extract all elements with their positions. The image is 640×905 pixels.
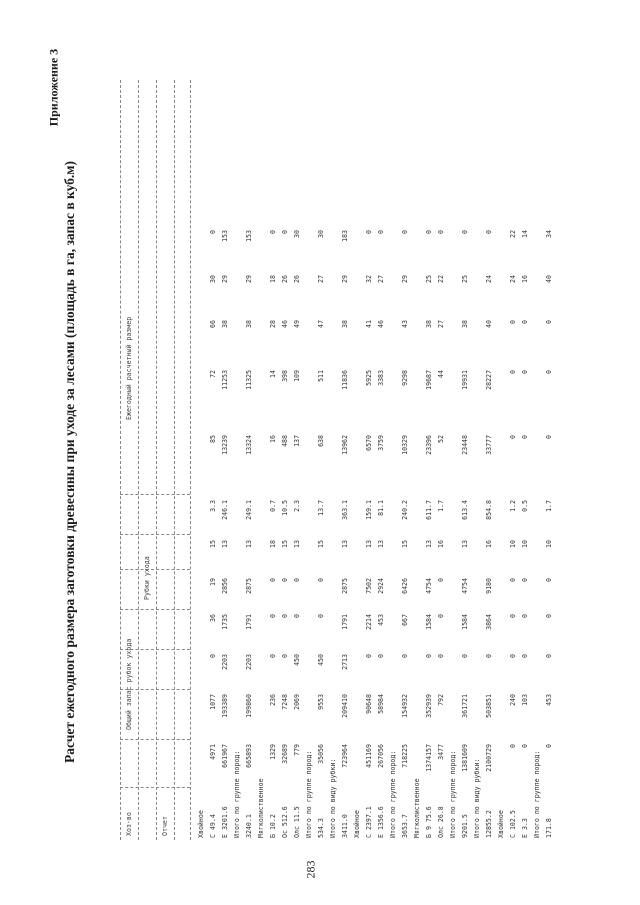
table-cell: 41 [365,320,373,328]
table-cell: 47 [317,320,325,328]
table-cell: 240 [509,694,517,706]
table-cell: 14 [521,230,529,238]
table-cell: 15 [209,540,217,548]
table-cell: 0 [509,744,517,748]
row-label: Хвойное [197,810,205,838]
table-cell: 3864 [485,614,493,630]
table-cell: 1374157 [425,744,433,772]
row-label: С 2397.1 [365,806,373,838]
table-cell: 2856 [221,578,229,594]
table-cell: 0.5 [521,500,529,512]
table-row [510,80,522,840]
table-cell: 24 [509,275,517,283]
table-cell: 9180 [485,578,493,594]
table-cell: 11836 [341,370,349,390]
row-label: Хвойное [353,810,361,838]
table-cell: 2875 [245,578,253,594]
table-cell: 19687 [425,370,433,390]
table-row [282,80,294,840]
row-label: 3240.1 [245,814,253,838]
row-label: 9201.5 [461,814,469,838]
table-cell: 13 [377,540,385,548]
table-cell: 29 [401,275,409,283]
table-row [450,80,462,840]
rotated-table-area [120,80,560,840]
table-cell: 13324 [245,435,253,455]
table-cell: 361721 [461,694,469,718]
table-cell: 0 [365,654,373,658]
table-cell: 0 [521,744,529,748]
table-row [402,80,414,840]
table-cell: 453 [545,694,553,706]
table-cell: 0 [545,370,553,374]
table-cell: 13 [245,540,253,548]
header-thinning: Рубки ухода [143,556,151,600]
table-cell: 2875 [341,578,349,594]
table-cell: 32 [365,275,373,283]
table-row [498,80,510,840]
table-cell: 13 [341,540,349,548]
table-cell: 81.1 [377,500,385,516]
table-cell: 13 [221,540,229,548]
row-label: Итого по группе пород: [533,750,541,838]
table-row [522,80,534,840]
table-cell: 0 [281,578,289,582]
table-row [414,80,426,840]
table-cell: 0 [281,230,289,234]
table-row [438,80,450,840]
table-cell: 0 [293,614,301,618]
table-cell: 453 [377,614,385,626]
table-cell: 32689 [281,744,289,764]
table-cell: 0 [437,654,445,658]
table-cell: 450 [293,654,301,666]
table-row [366,80,378,840]
table-cell: 0 [425,230,433,234]
table-cell: 240.2 [401,500,409,520]
table-cell: 1584 [425,614,433,630]
table-cell: 0 [437,614,445,618]
row-label: Олс 11.5 [293,806,301,838]
document-title: Расчет ежегодного размера заготовки древесины при уходе за лесами (площадь в га, запас в куб.м) [62,161,77,763]
table-cell: 22 [437,275,445,283]
table-cell: 30 [209,275,217,283]
table-cell: 159.1 [365,500,373,520]
row-label: Итого по группе пород: [305,750,313,838]
table-cell: 0 [317,578,325,582]
table-cell: 13 [425,540,433,548]
table-cell: 5925 [365,370,373,386]
table-cell: 0 [209,654,217,658]
table-cell: 792 [437,694,445,706]
table-cell: 3.3 [209,500,217,512]
table-cell: 29 [221,275,229,283]
table-row [534,80,546,840]
table-cell: 14 [269,370,277,378]
table-cell: 52 [437,435,445,443]
table-cell: 451169 [365,744,373,768]
table [120,80,560,840]
table-cell: 154932 [401,694,409,718]
table-cell: 34 [545,230,553,238]
table-row [546,80,558,840]
table-cell: 13 [461,540,469,548]
table-cell: 246.1 [221,500,229,520]
table-cell: 15 [281,540,289,548]
table-cell: 0 [545,320,553,324]
table-cell: 667 [401,614,409,626]
row-label: Итого по виду рубки: [329,758,337,838]
table-cell: 1735 [221,614,229,630]
table-cell: 249.1 [245,500,253,520]
row-label: Итого по группе пород: [449,750,457,838]
row-label: Б 9 75.6 [425,806,433,838]
row-label: С 102.5 [509,810,517,838]
row-label: Мягколиственное [257,778,265,838]
table-cell: 26 [281,275,289,283]
table-cell: 2203 [221,654,229,670]
table-cell: 209410 [341,694,349,718]
table-cell: 38 [245,320,253,328]
table-cell: 38 [341,320,349,328]
appendix-label: Приложение 3 [46,48,61,127]
table-cell: 236 [269,694,277,706]
table-row [426,80,438,840]
table-cell: 0 [509,370,517,374]
table-row [390,80,402,840]
table-cell: 3759 [377,435,385,451]
row-label: 12855.2 [485,810,493,838]
table-row [330,80,342,840]
table-cell: 15 [317,540,325,548]
row-label: Б 10.2 [269,814,277,838]
table-cell: 0 [485,230,493,234]
table-cell: 7502 [365,578,373,594]
row-label: Олс 26.8 [437,806,445,838]
row-label: Итого по группе пород: [389,750,397,838]
page-number: 283 [303,860,318,879]
table-cell: 0 [281,614,289,618]
table-cell: 0 [269,230,277,234]
table-cell: 13 [365,540,373,548]
table-cell: 0 [365,230,373,234]
table-cell: 0 [401,230,409,234]
table-cell: 27 [317,275,325,283]
table-cell: 450 [317,654,325,666]
row-label: Итого по виду рубки: [473,758,481,838]
table-cell: 0 [521,370,529,374]
table-cell: 30 [293,230,301,238]
table-cell: 58984 [377,694,385,714]
table-cell: 29 [245,275,253,283]
table-cell: 35056 [317,744,325,764]
table-cell: 24 [485,275,493,283]
table-header [120,80,190,840]
table-cell: 22 [509,230,517,238]
table-cell: 0 [509,578,517,582]
table-cell: 0 [521,435,529,439]
table-cell: 0 [545,578,553,582]
table-cell: 1329 [269,744,277,760]
table-cell: 2214 [365,614,373,630]
table-row [342,80,354,840]
table-row [318,80,330,840]
table-cell: 153 [221,230,229,242]
table-row [222,80,234,840]
table-cell: 0 [509,654,517,658]
table-cell: 10 [545,540,553,548]
table-cell: 7248 [281,694,289,710]
table-cell: 723964 [341,744,349,768]
table-cell: 46 [281,320,289,328]
table-cell: 0 [521,654,529,658]
table-cell: 0 [209,230,217,234]
table-cell: 16 [269,435,277,443]
table-cell: 193389 [221,694,229,718]
table-cell: 0 [401,654,409,658]
table-cell: 363.1 [341,500,349,520]
table-cell: 3383 [377,370,385,386]
table-cell: 28 [269,320,277,328]
table-cell: 46 [377,320,385,328]
table-cell: 9298 [401,370,409,386]
table-cell: 267056 [377,744,385,768]
table-cell: 72 [209,370,217,378]
table-cell: 1.2 [509,500,517,512]
table-cell: 10 [509,540,517,548]
table-cell: 1791 [341,614,349,630]
table-cell: 38 [221,320,229,328]
table-cell: 0 [317,614,325,618]
table-cell: 0 [425,654,433,658]
table-cell: 488 [281,435,289,447]
table-cell: 23396 [425,435,433,455]
table-row [306,80,318,840]
table-cell: 13962 [341,435,349,455]
table-cell: 9553 [317,694,325,710]
table-cell: 15 [401,540,409,548]
table-cell: 503851 [485,694,493,718]
table-cell: 16 [437,540,445,548]
table-cell: 0 [269,654,277,658]
table-row [294,80,306,840]
table-cell: 0 [521,614,529,618]
table-cell: 13239 [221,435,229,455]
table-cell: 0 [377,230,385,234]
table-row [258,80,270,840]
table-cell: 352939 [425,694,433,718]
row-label: 534.3 [317,818,325,838]
table-row [270,80,282,840]
table-cell: 27 [437,320,445,328]
row-label: Хвойное [497,810,505,838]
table-cell: 0.7 [269,500,277,512]
table-cell: 2924 [377,578,385,594]
table-cell: 11253 [221,370,229,390]
table-cell: 398 [281,370,289,382]
table-cell: 0 [437,230,445,234]
table-cell: 44 [437,370,445,378]
table-cell: 153 [245,230,253,242]
table-cell: 30 [317,230,325,238]
table-cell: 18 [269,540,277,548]
table-cell: 718225 [401,744,409,768]
table-cell: 0 [545,744,553,748]
table-cell: 0 [509,320,517,324]
table-cell: 38 [425,320,433,328]
table-cell: 1077 [209,694,217,710]
table-cell: 16 [521,275,529,283]
row-label: Е 1356.6 [377,806,385,838]
table-row [474,80,486,840]
table-cell: 0 [545,654,553,658]
table-row [378,80,390,840]
row-label: Итого по группе пород: [233,750,241,838]
table-cell: 0 [293,578,301,582]
table-cell: 611.7 [425,500,433,520]
table-cell: 511 [317,370,325,382]
table-cell: 0 [509,614,517,618]
table-cell: 26 [293,275,301,283]
table-cell: 90648 [365,694,373,714]
table-cell: 0 [521,578,529,582]
header-total-stock: Общий запас рубок ухода [125,638,133,730]
table-cell: 2.3 [293,500,301,512]
row-label: 171.8 [545,818,553,838]
row-label: 3411.0 [341,814,349,838]
header-annual-size: Ежегодный расчетный размер [125,316,133,420]
table-cell: 4754 [425,578,433,594]
table-cell: 0 [545,435,553,439]
table-cell: 0 [509,435,517,439]
header-col-group: Отчет [161,816,169,836]
header-col-label: Хоз-во [125,812,133,836]
table-cell: 0 [269,614,277,618]
table-cell: 0 [461,230,469,234]
table-cell: 19 [209,578,217,586]
table-cell: 183 [341,230,349,242]
table-cell: 613.4 [461,500,469,520]
table-cell: 43 [401,320,409,328]
table-cell: 1.7 [545,500,553,512]
table-cell: 0 [521,320,529,324]
table-row [234,80,246,840]
table-cell: 638 [317,435,325,447]
table-cell: 10 [521,540,529,548]
table-cell: 4971 [209,744,217,760]
table-cell: 40 [545,275,553,283]
table-cell: 2069 [293,694,301,710]
table-cell: 40 [485,320,493,328]
table-cell: 23448 [461,435,469,455]
table-row [354,80,366,840]
table-cell: 2100729 [485,744,493,772]
table-cell: 10.5 [281,500,289,516]
table-cell: 665893 [245,744,253,768]
table-cell: 0 [545,614,553,618]
table-cell: 6570 [365,435,373,451]
table-cell: 0 [269,578,277,582]
table-cell: 6426 [401,578,409,594]
table-cell: 779 [293,744,301,756]
table-row [210,80,222,840]
table-cell: 0 [461,654,469,658]
table-cell: 3477 [437,744,445,760]
table-cell: 11325 [245,370,253,390]
table-cell: 25 [461,275,469,283]
table-row [198,80,210,840]
table-cell: 28227 [485,370,493,390]
table-cell: 25 [425,275,433,283]
row-label: Е 3201.6 [221,806,229,838]
table-cell: 137 [293,435,301,447]
table-cell: 109 [293,370,301,382]
table-cell: 29 [341,275,349,283]
table-cell: 854.8 [485,500,493,520]
table-cell: 13 [293,540,301,548]
row-label: 3653.7 [401,814,409,838]
table-row [246,80,258,840]
table-cell: 38 [461,320,469,328]
table-cell: 0 [377,654,385,658]
table-cell: 10329 [401,435,409,455]
table-cell: 199860 [245,694,253,718]
table-cell: 0 [281,654,289,658]
table-cell: 1584 [461,614,469,630]
table-cell: 18 [269,275,277,283]
row-label: Ос 512.6 [281,806,289,838]
table-cell: 103 [521,694,529,706]
table-cell: 36 [209,614,217,622]
table-row [486,80,498,840]
table-cell: 1791 [245,614,253,630]
table-cell: 19931 [461,370,469,390]
table-cell: 661967 [221,744,229,768]
table-cell: 33777 [485,435,493,455]
table-cell: 85 [209,435,217,443]
table-cell: 0 [437,578,445,582]
table-row [462,80,474,840]
table-cell: 1.7 [437,500,445,512]
table-cell: 27 [377,275,385,283]
table-cell: 0 [485,654,493,658]
row-label: С 49.4 [209,814,217,838]
row-label: Е 3.3 [521,818,529,838]
table-cell: 66 [209,320,217,328]
table-cell: 49 [293,320,301,328]
table-cell: 2203 [245,654,253,670]
table-cell: 4754 [461,578,469,594]
row-label: Мягколиственное [413,778,421,838]
table-cell: 13.7 [317,500,325,516]
table-cell: 1381609 [461,744,469,772]
table-cell: 2713 [341,654,349,670]
table-cell: 16 [485,540,493,548]
